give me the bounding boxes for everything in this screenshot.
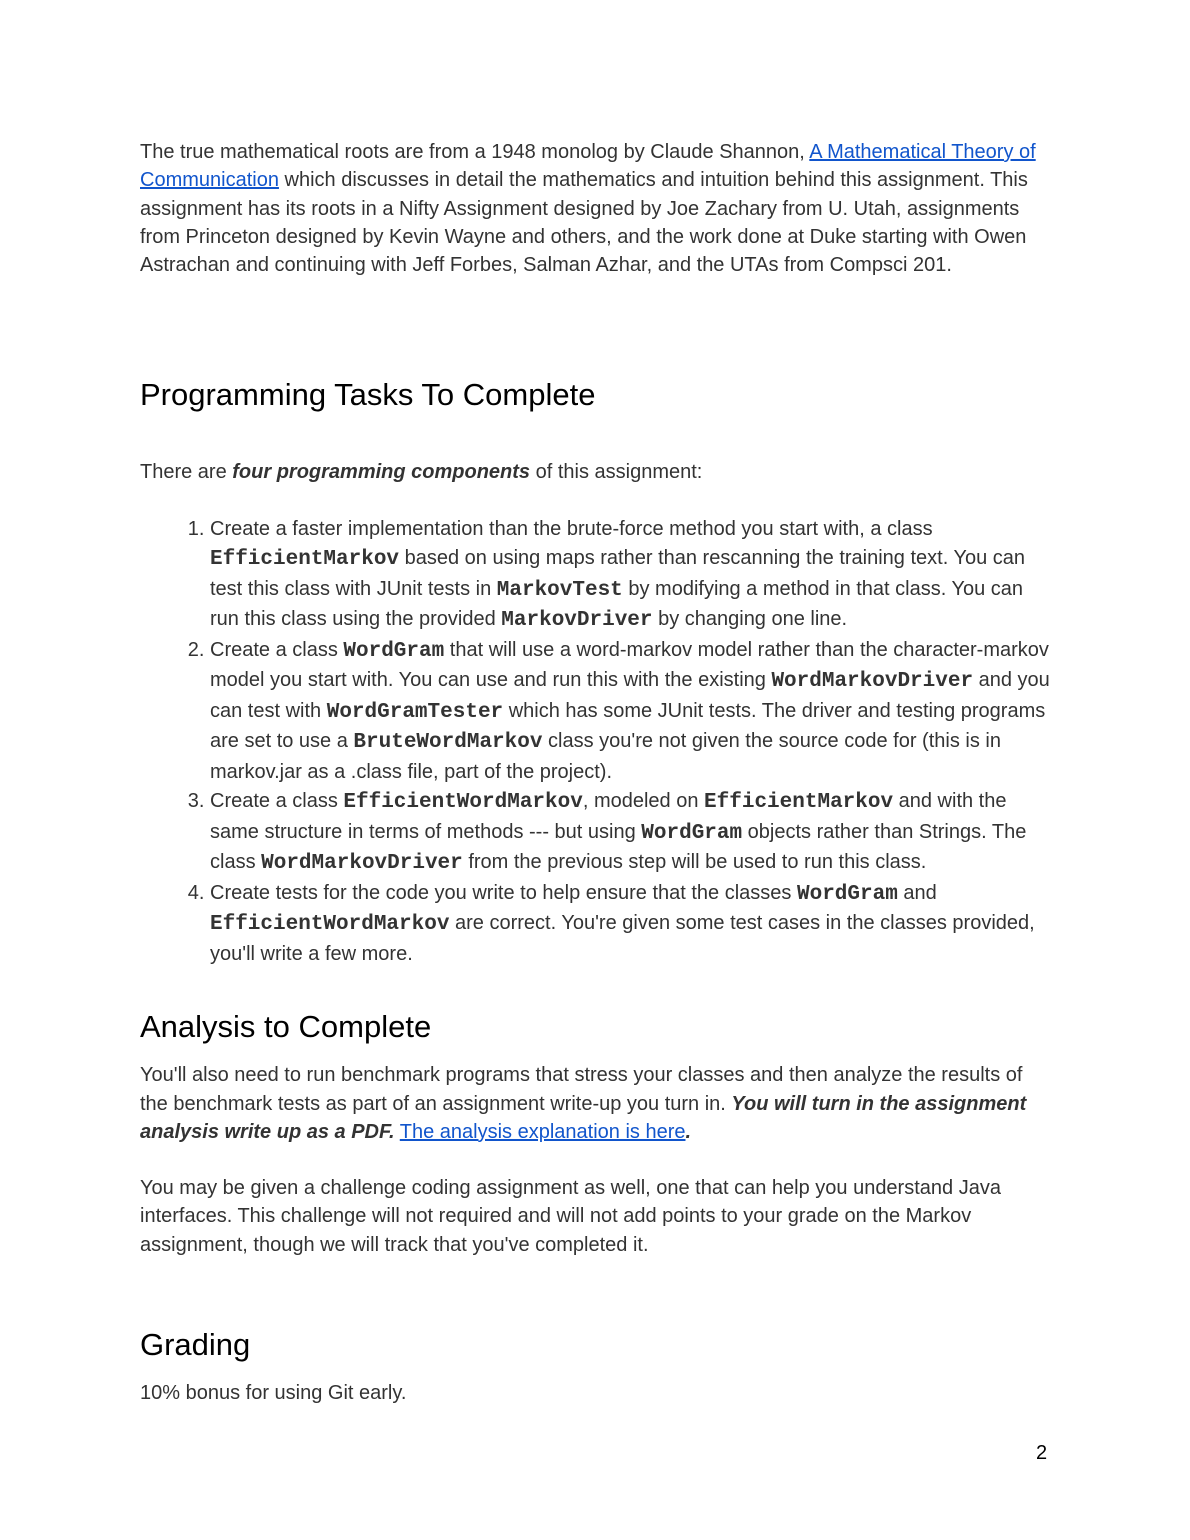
grading-heading: Grading <box>140 1327 251 1363</box>
code-efficientwordmarkov: EfficientWordMarkov <box>343 791 583 815</box>
code-markovdriver: MarkovDriver <box>501 609 653 633</box>
code-efficientmarkov: EfficientMarkov <box>704 791 894 815</box>
task-text: , modeled on <box>582 790 705 813</box>
task-list <box>140 515 1050 970</box>
code-efficientmarkov: EfficientMarkov <box>210 548 400 572</box>
task-text: class you're not given the source code for (this is in markov.jar as a .class file, part of the project). <box>210 730 1001 783</box>
intro-text-cont: which discusses in detail the mathematics and intuition behind this assignment. This assignment has its roots in a Nifty Assignment designed by Joe Zachary from U. Utah, assignments from Princeton designed by Kevin Wayne and others, and the work done at Duke starting with Owen Astrachan and continuing with Jeff Forbes, Salman Azhar, and the UTAs from Compsci 201. <box>140 169 1028 277</box>
task-text: by changing one line. <box>652 608 848 631</box>
analysis-text: You'll also need to run benchmark programs that stress your classes and then analyze the results of the benchmark tests as part of an assignment write-up you turn in. <box>140 1064 1023 1115</box>
analysis-heading: Analysis to Complete <box>140 1009 432 1045</box>
task-text: Create a faster implementation than the brute-force method you start with, a class <box>210 517 933 540</box>
task-text: Create a class <box>210 790 344 813</box>
code-wordgram: WordGram <box>343 639 445 663</box>
analysis-emphasis: You will turn in the assignment analysis write up as a PDF. <box>140 1092 1027 1143</box>
components-intro-text: There are <box>140 461 233 484</box>
analysis-explanation-link[interactable]: The analysis explanation is here <box>399 1120 686 1143</box>
code-wordgramtester: WordGramTester <box>326 700 504 724</box>
task-text: and with the same structure in terms of methods --- but using <box>210 790 1007 843</box>
task-text: which has some JUnit tests. The driver and testing programs are set to use a <box>210 699 1046 753</box>
task-item-2 <box>210 636 1050 788</box>
components-intro-tail: of this assignment: <box>530 461 703 484</box>
code-wordmarkovdriver: WordMarkovDriver <box>261 852 463 876</box>
task-text: based on using maps rather than rescanning the training text. You can test this class with JUnit tests in <box>210 547 1026 600</box>
task-item-1 <box>210 515 1050 636</box>
page-number: 2 <box>1036 1442 1048 1464</box>
code-brutewordmarkov: BruteWordMarkov <box>353 731 543 755</box>
code-wordmarkovdriver: WordMarkovDriver <box>771 670 974 694</box>
task-text: and you can test with <box>210 669 1050 722</box>
shannon-paper-link[interactable]: A Mathematical Theory of Communication <box>140 141 1036 192</box>
task-text: from the previous step will be used to run this class. <box>462 851 927 874</box>
code-efficientwordmarkov: EfficientWordMarkov <box>210 913 450 937</box>
code-markovtest: MarkovTest <box>496 578 623 602</box>
task-text: are correct. You're given some test cases in the classes provided, you'll write a few more. <box>210 912 1035 965</box>
document-page <box>140 138 1050 1407</box>
task-text: that will use a word-markov model rather than the character-markov model you start with. You can use and run this with the existing <box>210 638 1049 692</box>
task-item-4 <box>210 879 1050 970</box>
components-emphasis: four programming components <box>232 461 531 484</box>
challenge-paragraph: You may be given a challenge coding assignment as well, one that can help you understand Java interfaces. This challenge will not required and will not add points to your grade on the Markov assignment, though we will track that you've completed it. <box>140 1177 1001 1256</box>
code-wordgram: WordGram <box>641 821 743 845</box>
programming-tasks-heading: Programming Tasks To Complete <box>140 377 596 413</box>
task-text: by modifying a method in that class. You can run this class using the provided <box>210 577 1024 631</box>
intro-paragraph <box>140 138 1050 279</box>
analysis-period: . <box>685 1120 692 1143</box>
analysis-paragraph <box>140 1061 1050 1146</box>
task-text: Create tests for the code you write to help ensure that the classes <box>210 881 797 904</box>
grading-text: 10% bonus for using Git early. <box>140 1382 407 1405</box>
task-text: objects rather than Strings. The class <box>210 820 1027 874</box>
task-text: Create a class <box>210 638 344 661</box>
intro-text: The true mathematical roots are from a 1948 monolog by Claude Shannon, <box>140 141 810 163</box>
code-wordgram: WordGram <box>796 882 898 906</box>
components-intro <box>140 458 1050 486</box>
task-text: and <box>897 881 937 904</box>
task-item-3 <box>210 787 1050 879</box>
